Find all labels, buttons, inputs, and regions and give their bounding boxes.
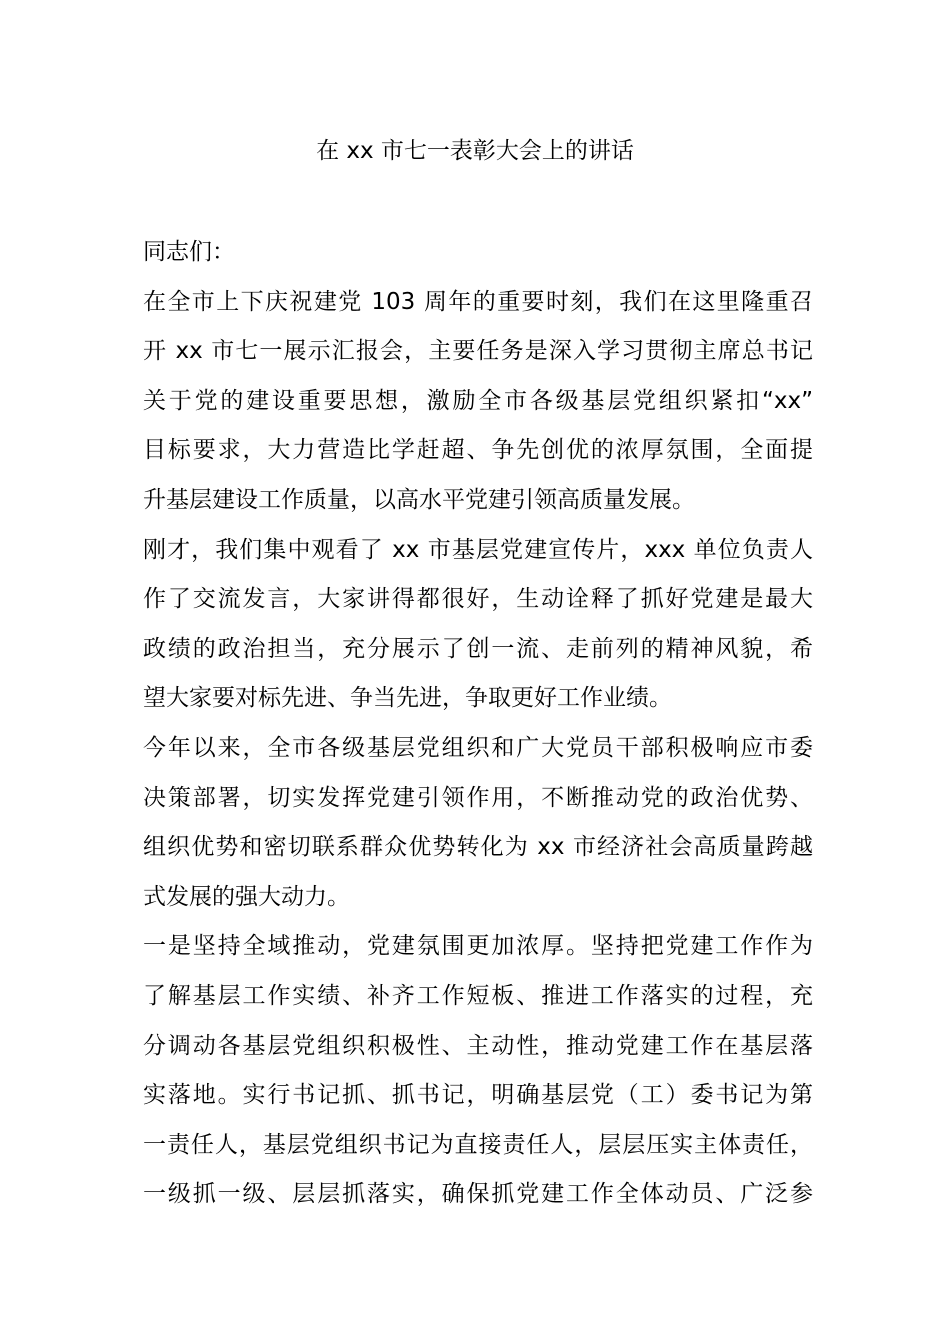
paragraph-line: 分调动各基层党组织积极性、主动性，推动党建工作在基层落 [143,1032,813,1059]
paragraph-line: 升基层建设工作质量，以高水平党建引领高质量发展。 [143,486,695,513]
paragraph-line: 开 xx 市七一展示汇报会，主要任务是深入学习贯彻主席总书记 [143,338,813,365]
paragraph-line: 今年以来，全市各级基层党组织和广大党员干部积极响应市委 [143,734,813,761]
paragraph-line: 了解基层工作实绩、补齐工作短板、推进工作落实的过程，充 [143,982,813,1009]
paragraph-line: 望大家要对标先进、争当先进，争取更好工作业绩。 [143,685,672,712]
paragraph-line: 作了交流发言，大家讲得都很好，生动诠释了抓好党建是最大 [143,586,813,613]
paragraph-line: 实落地。实行书记抓、抓书记，明确基层党（工）委书记为第 [143,1082,813,1109]
paragraph-line: 在全市上下庆祝建党 103 周年的重要时刻，我们在这里隆重召 [143,288,813,315]
paragraph-line: 式发展的强大动力。 [143,883,350,910]
document-title: 在 xx 市七一表彰大会上的讲话 [316,138,634,164]
paragraph-line: 目标要求，大力营造比学赶超、争先创优的浓厚氛围，全面提 [143,437,813,464]
paragraph-line: 一责任人，基层党组织书记为直接责任人，层层压实主体责任， [143,1131,813,1158]
salutation-line: 同志们： [143,239,235,265]
paragraph-line: 决策部署，切实发挥党建引领作用，不断推动党的政治优势、 [143,784,813,811]
paragraph-line: 一级抓一级、层层抓落实，确保抓党建工作全体动员、广泛参 [143,1181,813,1208]
document-body [143,228,813,1220]
paragraph-line: 关于党的建设重要思想，激励全市各级基层党组织紧扣“xx” [143,387,813,414]
paragraph-line: 组织优势和密切联系群众优势转化为 xx 市经济社会高质量跨越 [143,834,813,861]
paragraph-line: 刚才，我们集中观看了 xx 市基层党建宣传片，xxx 单位负责人 [143,536,813,563]
paragraph-line: 政绩的政治担当，充分展示了创一流、走前列的精神风貌，希 [143,635,813,662]
paragraph-line: 一是坚持全域推动，党建氛围更加浓厚。坚持把党建工作作为 [143,933,813,960]
